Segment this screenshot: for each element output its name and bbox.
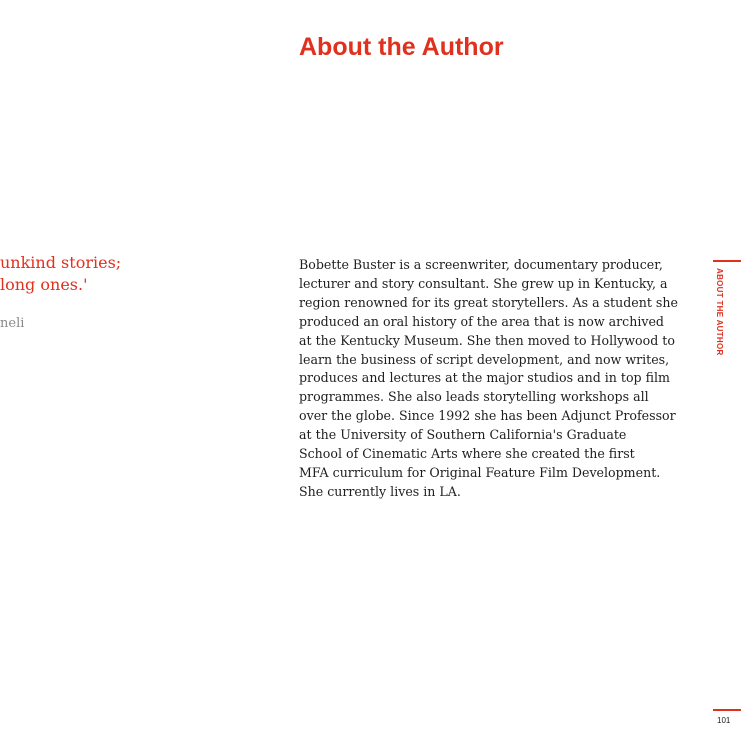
bio-line: at the Kentucky Museum. She then moved to Hollywood to	[299, 332, 675, 348]
page-title: About the Author	[299, 33, 504, 61]
section-tab-label: ABOUT THE AUTHOR	[715, 268, 724, 356]
bio-line: Bobette Buster is a screenwriter, documentary producer,	[299, 257, 663, 272]
page-number: 101	[717, 716, 731, 725]
bio-line: She currently lives in LA.	[299, 483, 461, 499]
bio-line: produces and lectures at the major studios and in top film	[299, 370, 670, 386]
bio-line: at the University of Southern California's Graduate	[299, 427, 627, 443]
bio-line: learn the business of script development, and now writes,	[299, 351, 670, 367]
quote-attribution: neli	[0, 316, 25, 331]
bio-line: region renowned for its great storytellers. As a student she	[299, 294, 678, 310]
bio-line: School of Cinematic Arts where she created the first	[299, 446, 635, 462]
pull-quote-line: long ones.'	[0, 275, 88, 294]
pull-quote-line: unkind stories;	[0, 253, 122, 272]
bio-line: produced an oral history of the area that is now archived	[299, 313, 664, 329]
bio-line: MFA curriculum for Original Feature Film Development.	[299, 464, 661, 480]
bio-line: programmes. She also leads storytelling workshops all	[299, 389, 649, 405]
author-bio	[299, 256, 679, 502]
section-tab-marker	[713, 260, 741, 262]
pull-quote	[0, 252, 121, 296]
bio-line: over the globe. Since 1992 she has been Adjunct Professor	[299, 408, 676, 424]
bio-line: lecturer and story consultant. She grew up in Kentucky, a	[299, 275, 668, 291]
folio-marker	[713, 709, 741, 711]
